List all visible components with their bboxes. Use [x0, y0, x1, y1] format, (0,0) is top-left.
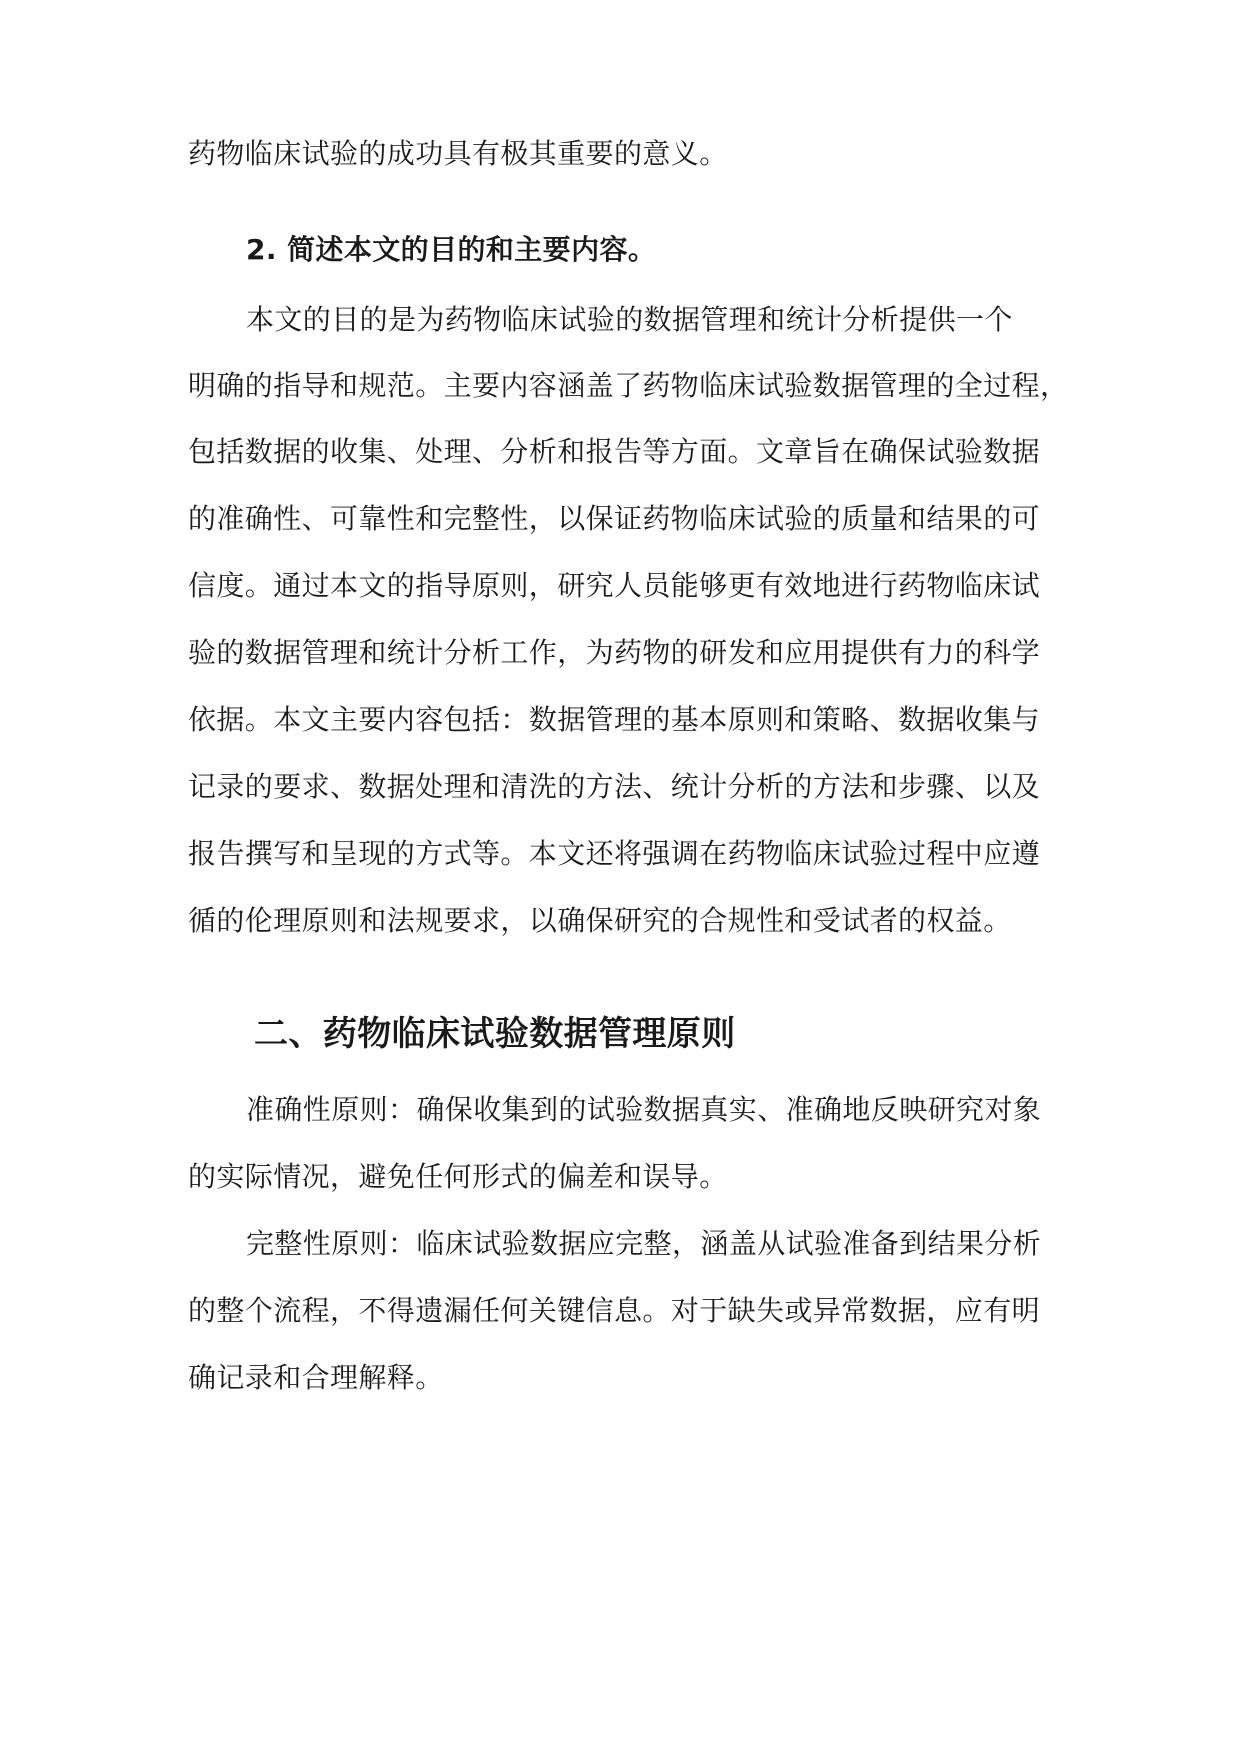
section-subheading: 2. 简述本文的目的和主要内容。 — [246, 233, 657, 266]
paragraph-line: 依据。本文主要内容包括：数据管理的基本原则和策略、数据收集与 — [188, 703, 1041, 736]
paragraph-line: 验的数据管理和统计分析工作，为药物的研发和应用提供有力的科学 — [188, 636, 1041, 669]
paragraph-line: 完整性原则：临床试验数据应完整，涵盖从试验准备到结果分析 — [246, 1227, 1042, 1260]
paragraph-line: 的实际情况，避免任何形式的偏差和误导。 — [188, 1160, 728, 1193]
paragraph-line: 包括数据的收集、处理、分析和报告等方面。文章旨在确保试验数据 — [188, 435, 1041, 468]
paragraph-line: 准确性原则：确保收集到的试验数据真实、准确地反映研究对象 — [246, 1093, 1042, 1126]
paragraph-line: 的整个流程，不得遗漏任何关键信息。对于缺失或异常数据，应有明 — [188, 1294, 1041, 1327]
paragraph-line: 确记录和合理解释。 — [188, 1361, 444, 1394]
paragraph-line: 明确的指导和规范。主要内容涵盖了药物临床试验数据管理的全过程， — [188, 369, 1069, 402]
paragraph-line: 信度。通过本文的指导原则，研究人员能够更有效地进行药物临床试 — [188, 569, 1041, 602]
paragraph-line: 本文的目的是为药物临床试验的数据管理和统计分析提供一个 — [246, 303, 1013, 336]
paragraph-line: 循的伦理原则和法规要求，以确保研究的合规性和受试者的权益。 — [188, 904, 1012, 937]
paragraph-line: 报告撰写和呈现的方式等。本文还将强调在药物临床试验过程中应遵 — [188, 837, 1041, 870]
paragraph-intro-end: 药物临床试验的成功具有极其重要的意义。 — [188, 137, 728, 170]
paragraph-line: 记录的要求、数据处理和清洗的方法、统计分析的方法和步骤、以及 — [188, 770, 1041, 803]
paragraph-line: 的准确性、可靠性和完整性，以保证药物临床试验的质量和结果的可 — [188, 502, 1041, 535]
section-heading: 二、药物临床试验数据管理原则 — [254, 1014, 736, 1054]
